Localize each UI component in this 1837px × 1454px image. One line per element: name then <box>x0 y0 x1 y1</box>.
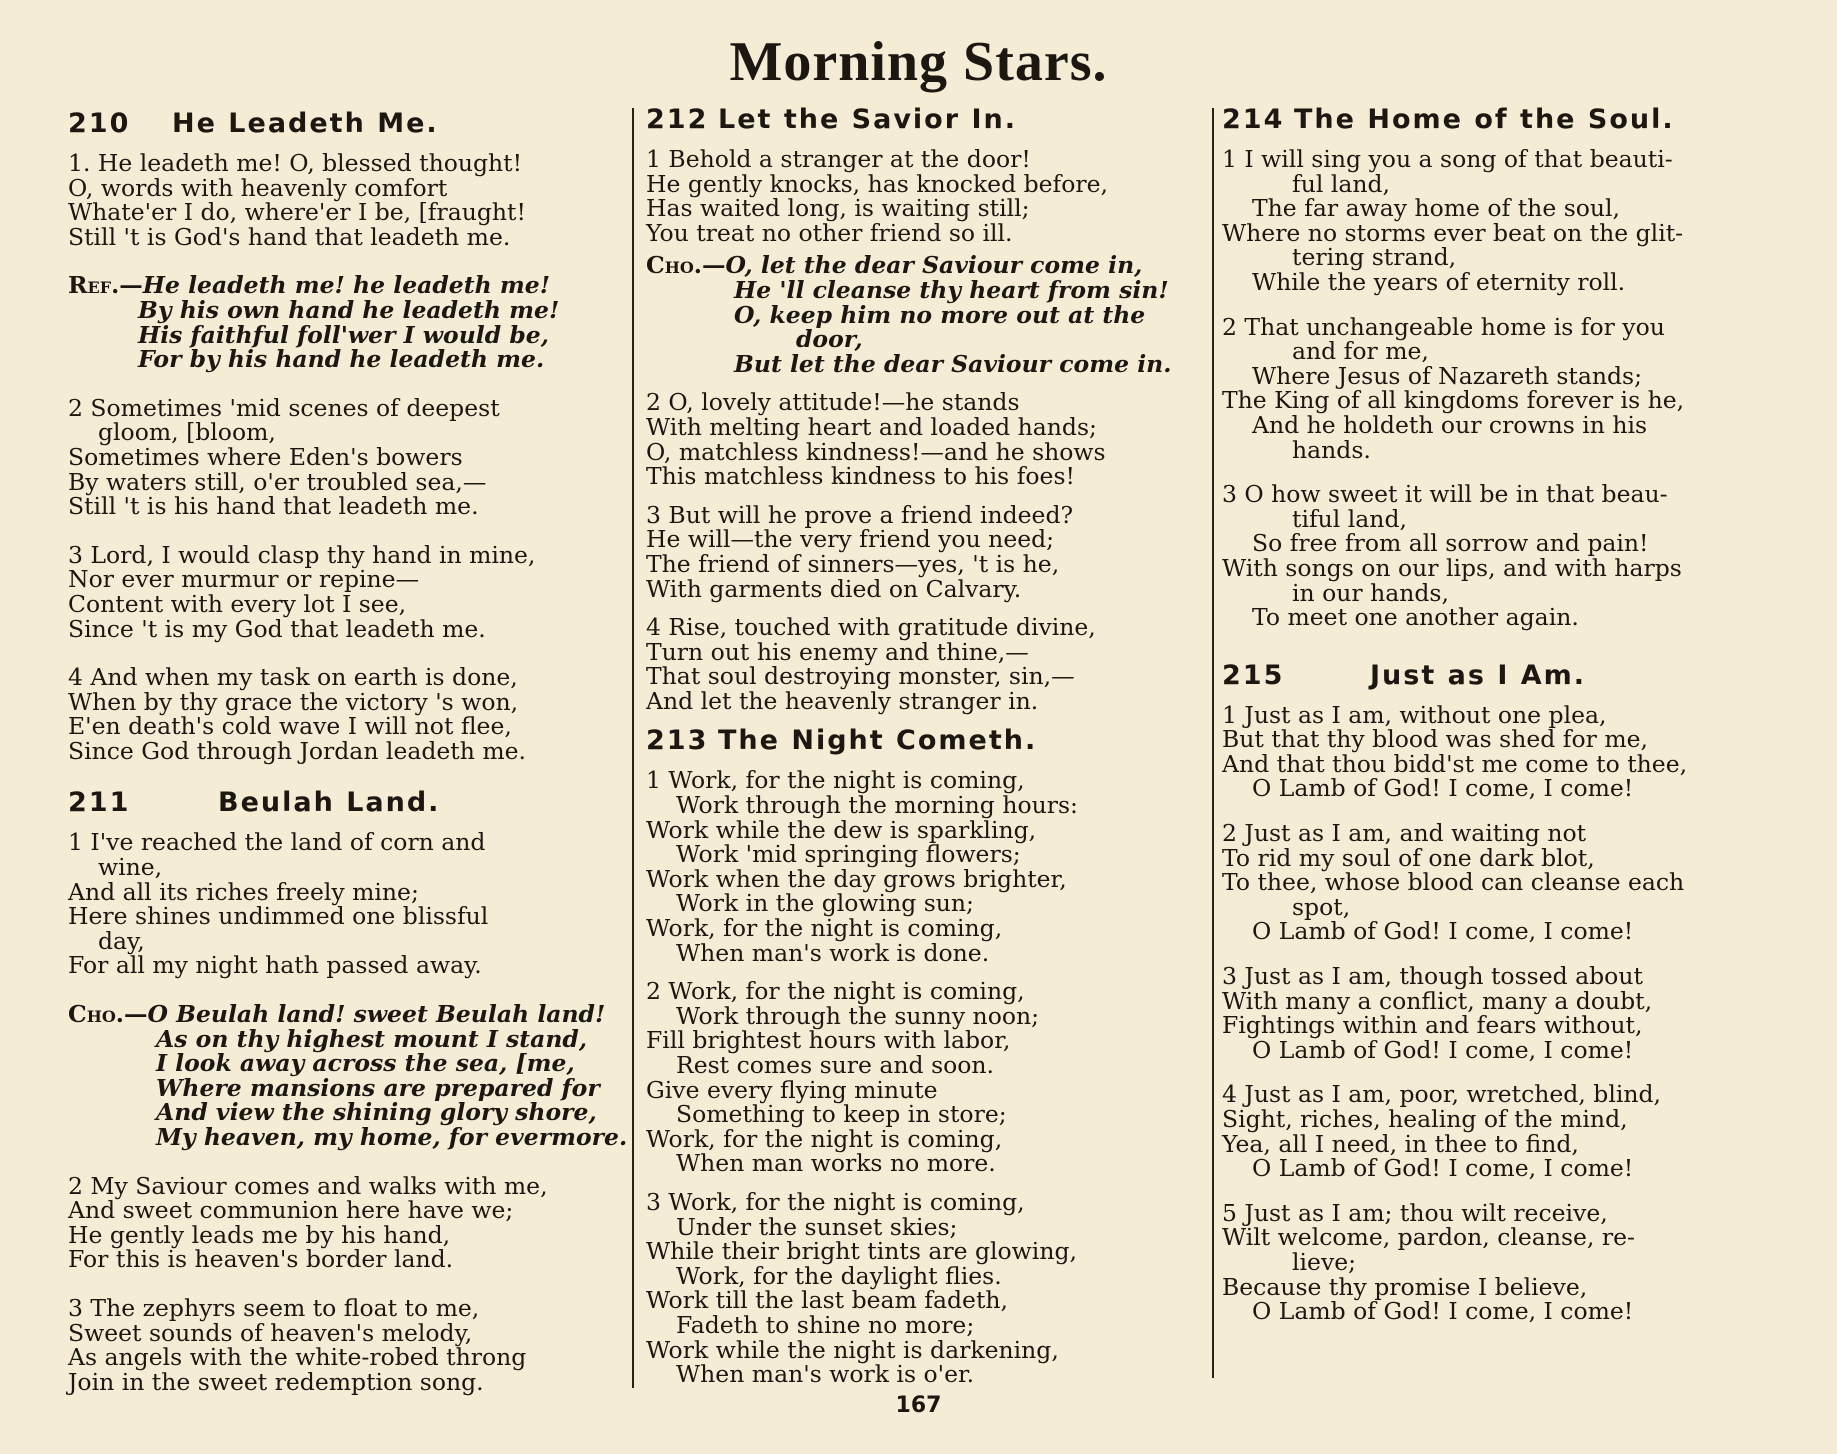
verse-line: With garments died on Calvary. <box>646 574 1022 603</box>
refrain <box>68 271 620 374</box>
hymn-heading <box>1222 104 1782 135</box>
verse-line: And view the shining glory shore, <box>156 1098 597 1127</box>
verse-line: While the years of eternity roll. <box>1252 267 1626 296</box>
hymn-number: 210 <box>68 108 131 139</box>
verse-line: For by his hand he leadeth me. <box>138 345 545 374</box>
verse-line: in our hands, <box>1292 578 1449 607</box>
stanza <box>1222 147 1782 295</box>
stanza <box>68 665 620 763</box>
verse-line: 3 O how sweet it will be in that beau- <box>1222 480 1668 509</box>
verse-line: Since 't is my God that leadeth me. <box>68 614 486 643</box>
verse-line: By waters still, o'er troubled sea,— <box>68 467 487 496</box>
verse-line: 4 Rise, touched with gratitude divine, <box>646 613 1096 642</box>
verse-line: Because thy promise I believe, <box>1222 1272 1588 1301</box>
column-left <box>68 104 628 1396</box>
verse-line: His faithful foll'wer I would be, <box>138 320 549 349</box>
verse-line: To thee, whose blood can cleanse each <box>1222 868 1685 897</box>
hymn-heading <box>646 104 1200 135</box>
verse-line: Still 't is God's hand that leadeth me. <box>68 222 511 251</box>
verse-line: 3 The zephyrs seem to float to me, <box>68 1293 480 1322</box>
verse-line: When man's work is o'er. <box>676 1360 975 1389</box>
verse-line: and for me, <box>1292 337 1429 366</box>
verse-line: And all its riches freely mine; <box>68 877 419 906</box>
verse-line: The friend of sinners—yes, 't is he, <box>646 549 1060 578</box>
verse-line: 4 Just as I am, poor, wretched, blind, <box>1222 1080 1662 1109</box>
column-middle <box>646 100 1200 1394</box>
stanza <box>1222 1198 1782 1326</box>
hymn-heading <box>68 787 620 818</box>
verse-line: With songs on our lips, and with harps <box>1222 553 1682 582</box>
verse-line: Still 't is his hand that leadeth me. <box>68 492 479 521</box>
hymn-title: Beulah Land. <box>218 787 441 819</box>
verse-line: 1 I've reached the land of corn and <box>68 828 486 857</box>
page-title: Morning Stars. <box>729 31 1108 93</box>
stanza <box>68 830 620 978</box>
chorus-label: Cho.— <box>646 251 726 280</box>
verse-line: 1 Just as I am, without one plea, <box>1222 700 1607 729</box>
verse-line: And that thou bidd'st me come to thee, <box>1222 749 1688 778</box>
verse-line: 3 But will he prove a friend indeed? <box>646 500 1074 529</box>
verse-line: Work till the last beam fadeth, <box>646 1286 1008 1315</box>
verse-line: Fill brightest hours with labor, <box>646 1026 1011 1055</box>
verse-line: O, keep him no more out at the <box>734 300 1146 329</box>
verse-line: ful land, <box>1292 169 1390 198</box>
verse-line: To rid my soul of one dark blot, <box>1222 843 1595 872</box>
hymn-211 <box>68 787 628 1396</box>
verse-line: Has waited long, is waiting still; <box>646 194 1030 223</box>
column-divider <box>632 108 634 1388</box>
verse-line: As angels with the white-robed throng <box>68 1343 527 1372</box>
verse-line: When man works no more. <box>676 1149 996 1178</box>
stanza <box>646 147 1200 245</box>
verse-line: But that thy blood was shed for me, <box>1222 725 1648 754</box>
verse-line: So free from all sorrow and pain! <box>1252 529 1649 558</box>
verse-line: lieve; <box>1292 1247 1357 1276</box>
verse-line: tering strand, <box>1292 243 1457 272</box>
verse-line: Fadeth to shine no more; <box>676 1310 975 1339</box>
column-right <box>1222 100 1782 1394</box>
verse-line: And sweet communion here have we; <box>68 1196 514 1225</box>
verse-line: By his own hand he leadeth me! <box>138 295 560 324</box>
verse-line: 1 I will sing you a song of that beauti- <box>1222 145 1673 173</box>
verse-line: Rest comes sure and soon. <box>676 1051 995 1079</box>
verse-line: While their bright tints are glowing, <box>646 1237 1077 1266</box>
verse-line: He gently leads me by his hand, <box>68 1220 451 1249</box>
verse-line: Fightings within and fears without, <box>1222 1011 1643 1040</box>
verse-line: 5 Just as I am; thou wilt receive, <box>1222 1198 1608 1227</box>
verse-line: And he holdeth our crowns in his <box>1252 410 1648 439</box>
verse-line: I look away across the sea, [me, <box>156 1049 575 1078</box>
verse-line: 3 Work, for the night is coming, <box>646 1187 1025 1216</box>
chorus <box>68 1000 628 1151</box>
verse-line: Turn out his enemy and thine,— <box>646 637 1029 666</box>
verse-line: Where Jesus of Nazareth stands; <box>1252 361 1642 390</box>
verse-line: As on thy highest mount I stand, <box>156 1024 588 1053</box>
verse-line: O Lamb of God! I come, I come! <box>1252 1154 1634 1183</box>
page-number: 167 <box>895 1393 942 1418</box>
hymn-title: Just as I Am. <box>1370 659 1587 691</box>
verse-line: To meet one another again. <box>1252 603 1579 632</box>
verse-line: Content with every lot I see, <box>68 589 407 618</box>
verse-line: With melting heart and loaded hands; <box>646 412 1097 441</box>
verse-line: He 'll cleanse thy heart from sin! <box>734 275 1169 304</box>
stanza <box>646 615 1200 713</box>
hymn-title: The Night Cometh. <box>718 725 1038 757</box>
stanza <box>1222 821 1782 944</box>
hymn-213 <box>646 725 1200 1389</box>
verse-line: 2 That unchangeable home is for you <box>1222 312 1665 341</box>
verse-line: 4 And when my task on earth is done, <box>68 663 518 692</box>
verse-line: For this is heaven's border land. <box>68 1245 454 1274</box>
verse-line: 2 O, lovely attitude!—he stands <box>646 388 1020 417</box>
verse-line: Wilt welcome, pardon, cleanse, re- <box>1222 1223 1635 1252</box>
hymn-heading <box>68 108 620 139</box>
verse-line: Sweet sounds of heaven's melody, <box>68 1318 473 1347</box>
stanza <box>646 1187 1200 1389</box>
hymn-title: He Leadeth Me. <box>172 108 439 139</box>
chorus-label: Cho.— <box>68 1000 148 1029</box>
verse-line: 2 Work, for the night is coming, <box>646 977 1025 1006</box>
refrain-label: Ref.— <box>68 271 143 300</box>
verse-line: Under the sunset skies; <box>676 1212 958 1241</box>
verse-line: Something to keep in store; <box>676 1100 1007 1129</box>
verse-line: That soul destroying monster, sin,— <box>646 662 1075 691</box>
verse-line: 1 Behold a stranger at the door! <box>646 145 1031 173</box>
stanza <box>646 768 1200 965</box>
verse-line: tiful land, <box>1292 504 1407 533</box>
verse-line: 2 Sometimes 'mid scenes of deepest <box>68 393 500 422</box>
stanza <box>1222 482 1782 630</box>
verse-line: Nor ever murmur or repine— <box>68 565 420 594</box>
verse-line: Work through the sunny noon; <box>676 1001 1040 1030</box>
hymn-number: 212 <box>646 104 709 135</box>
verse-line: 3 Lord, I would clasp thy hand in mine, <box>68 540 536 569</box>
verse-line: He leadeth me! he leadeth me! <box>142 271 551 300</box>
verse-line: Work in the glowing sun; <box>676 889 974 918</box>
hymn-210 <box>68 108 620 763</box>
verse-line: E'en death's cold wave I will not flee, <box>68 712 512 741</box>
verse-line: My heaven, my home, for evermore. <box>156 1123 628 1151</box>
verse-line: 2 Just as I am, and waiting not <box>1222 819 1587 848</box>
verse-line: He gently knocks, has knocked before, <box>646 169 1109 198</box>
column-divider <box>1212 108 1214 1378</box>
verse-line: O Lamb of God! I come, I come! <box>1252 774 1634 803</box>
chorus <box>646 253 1200 376</box>
verse-line: O Beulah land! sweet Beulah land! <box>147 1000 606 1029</box>
hymn-number: 215 <box>1222 659 1285 691</box>
verse-line: O Lamb of God! I come, I come! <box>1252 1297 1634 1326</box>
verse-line: Work while the dew is sparkling, <box>646 815 1037 844</box>
verse-line: Work while the night is darkening, <box>646 1335 1059 1364</box>
stanza <box>1222 700 1782 803</box>
verse-line: Sometimes where Eden's bowers <box>68 442 463 471</box>
verse-line: Here shines undimmed one blissful <box>68 902 489 931</box>
verse-line: This matchless kindness to his foes! <box>646 462 1075 491</box>
verse-line: Work through the morning hours: <box>676 791 1078 820</box>
hymn-number: 214 <box>1222 104 1285 135</box>
verse-line: He will—the very friend you need; <box>646 525 1055 554</box>
verse-line: O Lamb of God! I come, I come! <box>1252 917 1634 946</box>
verse-line: Give every flying minute <box>646 1075 938 1104</box>
verse-line: O, let the dear Saviour come in, <box>725 251 1143 280</box>
hymn-number: 211 <box>68 787 131 819</box>
stanza <box>646 500 1200 603</box>
verse-line: Sight, riches, healing of the mind, <box>1222 1105 1628 1133</box>
verse-line: O, words with heavenly comfort <box>68 173 448 202</box>
stanza <box>1222 964 1782 1062</box>
hymn-heading <box>646 725 1200 756</box>
verse-line: With many a conflict, many a doubt, <box>1222 986 1653 1015</box>
stanza <box>646 388 1200 491</box>
verse-line: 1. He leadeth me! O, blessed thought! <box>68 149 523 177</box>
verse-line: Join in the sweet redemption song. <box>68 1367 484 1396</box>
verse-line: Yea, all I need, in thee to find, <box>1222 1129 1579 1158</box>
verse-line: Since God through Jordan leadeth me. <box>68 736 527 765</box>
verse-line: wine, <box>98 853 163 882</box>
verse-line: When by thy grace the victory 's won, <box>68 687 519 716</box>
stanza <box>68 393 620 521</box>
hymn-title: Let the Savior In. <box>718 104 1017 135</box>
verse-line: Where mansions are prepared for <box>156 1073 600 1102</box>
verse-line: For all my night hath passed away. <box>68 951 482 980</box>
stanza <box>1222 1080 1782 1183</box>
verse-line: When man's work is done. <box>676 938 990 967</box>
verse-line: You treat no other friend so ill. <box>646 218 1013 247</box>
verse-line: The King of all kingdoms forever is he, <box>1222 386 1685 415</box>
stanza <box>68 1171 620 1274</box>
verse-line: 3 Just as I am, though tossed about <box>1222 962 1643 991</box>
hymn-heading <box>1222 660 1782 691</box>
verse-line: 2 My Saviour comes and walks with me, <box>68 1171 548 1200</box>
verse-line: And let the heavenly stranger in. <box>646 686 1039 715</box>
stanza <box>646 979 1200 1176</box>
verse-line: door, <box>796 325 863 354</box>
verse-line: O Lamb of God! I come, I come! <box>1252 1035 1634 1064</box>
verse-line: Work, for the night is coming, <box>646 1124 1003 1153</box>
verse-line: Work, for the night is coming, <box>646 914 1003 943</box>
verse-line: Work, for the daylight flies. <box>676 1261 1002 1290</box>
verse-line: Work when the day grows brighter, <box>646 864 1067 893</box>
verse-line: The far away home of the soul, <box>1252 194 1621 223</box>
stanza <box>68 151 620 249</box>
hymn-215 <box>1222 660 1782 1324</box>
stanza <box>68 540 620 643</box>
verse-line: Work 'mid springing flowers; <box>676 840 1021 869</box>
hymn-title: The Home of the Soul. <box>1294 104 1675 135</box>
verse-line: Where no storms ever beat on the glit- <box>1222 218 1684 247</box>
verse-line: spot, <box>1292 892 1351 921</box>
stanza <box>68 1293 620 1396</box>
verse-line: 1 Work, for the night is coming, <box>646 766 1025 795</box>
hymn-214 <box>1222 104 1782 630</box>
verse-line: But let the dear Saviour come in. <box>734 349 1172 378</box>
stanza <box>1222 312 1782 464</box>
hymn-number: 213 <box>646 725 709 757</box>
verse-line: O, matchless kindness!—and he shows <box>646 437 1106 466</box>
verse-line: hands. <box>1292 435 1371 464</box>
verse-line: Whate'er I do, where'er I be, [fraught! <box>68 198 526 227</box>
verse-line: day, <box>98 926 145 955</box>
verse-line: gloom, [bloom, <box>98 418 276 447</box>
hymn-212 <box>646 104 1200 713</box>
